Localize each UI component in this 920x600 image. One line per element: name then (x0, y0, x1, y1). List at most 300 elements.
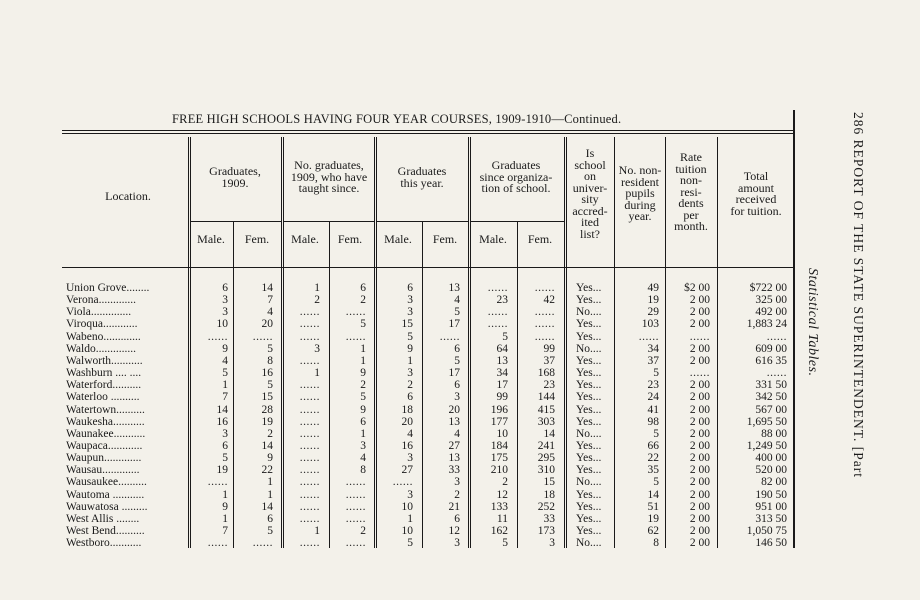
table-cell: 2 00 (689, 476, 710, 489)
column-rule (517, 222, 518, 548)
table-cell: 3 (407, 488, 413, 501)
table-cell: 5 (653, 476, 659, 489)
table-cell: ...... (487, 318, 508, 331)
table-cell: ...... (345, 476, 366, 489)
table-cell: 20 (261, 318, 273, 331)
header-rate-tuition: Rate tuition non- resi- dents per month. (674, 150, 708, 233)
table-cell: 1 (267, 488, 273, 501)
table-cell: 3 (454, 391, 460, 404)
table-cell: 2 00 (689, 512, 710, 525)
table-cell: 10 (496, 427, 508, 440)
page-title: FREE HIGH SCHOOLS HAVING FOUR YEAR COURSES, 1909-1910—Continued. (172, 112, 622, 126)
table-cell: ...... (689, 330, 710, 343)
table-top-rule (62, 130, 794, 131)
table-cell: 2 00 (689, 342, 710, 355)
table-cell: 190 50 (755, 488, 787, 501)
table-cell: 9 (360, 367, 366, 380)
table-cell: 5 (454, 354, 460, 367)
table-cell: 17 (448, 318, 460, 331)
table-cell: $2 00 (684, 282, 710, 294)
table-cell: 20 (401, 415, 413, 428)
table-cell: 2 (360, 379, 366, 392)
table-cell: 13 (448, 415, 460, 428)
table-cell: ...... (299, 330, 320, 343)
table-cell: 6 (454, 342, 460, 355)
table-cell: 5 (360, 391, 366, 404)
table-cell: 34 (496, 367, 508, 380)
table-cell: ...... (534, 330, 555, 343)
table-cell: 3 (407, 367, 413, 380)
table-cell: 303 (537, 415, 555, 428)
table-cell: 66 (647, 439, 659, 452)
header-location: Location. (105, 189, 151, 203)
table-cell: 13 (496, 354, 508, 367)
table-cell: 33 (543, 512, 555, 525)
table-cell: 9 (222, 500, 228, 513)
table-cell: 1 (360, 354, 366, 367)
table-cell: 9 (267, 452, 273, 465)
header-graduates-taught: No. graduates, 1909, who have taught since. (290, 158, 368, 195)
table-cell: 2 (360, 525, 366, 537)
table-cell: 19 (216, 464, 228, 477)
table-cell: 2 00 (689, 403, 710, 416)
table-cell: 325 00 (755, 294, 787, 307)
table-cell: 5 (502, 330, 508, 343)
table-cell: 22 (261, 464, 273, 477)
table-cell: 3 (407, 294, 413, 307)
row-location: West Bend.......... (66, 525, 145, 537)
table-cell: ...... (345, 488, 366, 501)
cell-accredited: No.... (576, 476, 602, 489)
table-cell: 609 00 (755, 342, 787, 355)
table-cell: 3 (454, 476, 460, 489)
table-cell: 5 (267, 525, 273, 537)
table-cell: 17 (496, 379, 508, 392)
table-cell: ...... (689, 367, 710, 380)
header-total-tuition: Total amount received for tuition. (730, 169, 782, 218)
table-cell: 2 00 (689, 452, 710, 465)
running-head: 286 REPORT OF THE STATE SUPERINTENDENT. [Part (851, 112, 866, 478)
table-cell: 567 00 (755, 403, 787, 416)
column-rule (717, 137, 718, 548)
table-cell: 168 (537, 367, 555, 380)
header-graduates-since-organization: Graduates since organiza- tion of school. (479, 158, 553, 195)
table-cell: ...... (534, 318, 555, 331)
table-cell: 400 00 (755, 452, 787, 465)
table-cell: 20 (448, 403, 460, 416)
table-cell: 1 (222, 379, 228, 392)
table-cell: 37 (543, 354, 555, 367)
table-cell: 15 (401, 318, 413, 331)
table-cell: ...... (299, 452, 320, 465)
table-cell: 2 00 (689, 488, 710, 501)
table-cell: 14 (261, 439, 273, 452)
table-cell: 10 (401, 525, 413, 537)
table-cell: 10 (401, 500, 413, 513)
table-cell: 8 (267, 354, 273, 367)
column-rule (470, 137, 471, 548)
table-cell: 16 (216, 415, 228, 428)
row-location: Wabeno............. (66, 330, 141, 343)
table-cell: 22 (647, 452, 659, 465)
table-cell: 27 (448, 439, 460, 452)
table-cell: 3 (222, 294, 228, 307)
table-cell: 5 (360, 318, 366, 331)
table-cell: 19 (261, 415, 273, 428)
table-cell: ...... (299, 476, 320, 489)
table-cell: 616 35 (755, 354, 787, 367)
row-location: Viroqua............ (66, 318, 138, 331)
row-location: Westboro........... (66, 537, 142, 550)
table-cell: 9 (360, 403, 366, 416)
table-cell: 6 (360, 282, 366, 294)
table-cell: 7 (222, 525, 228, 537)
table-cell: 2 00 (689, 537, 710, 550)
table-cell: 103 (641, 318, 659, 331)
table-cell: 3 (222, 427, 228, 440)
cell-accredited: Yes... (576, 512, 602, 525)
row-location: Waldo.............. (66, 342, 136, 355)
table-cell: 173 (537, 525, 555, 537)
table-cell: ...... (487, 306, 508, 319)
table-cell: 14 (216, 403, 228, 416)
row-location: Viola.............. (66, 306, 132, 319)
cell-accredited: Yes... (576, 294, 602, 307)
table-cell: 1,249 50 (746, 439, 787, 452)
table-cell: 2 00 (689, 415, 710, 428)
table-cell: 1 (407, 512, 413, 525)
row-location: West Allis ........ (66, 512, 140, 525)
subheader-fem: Fem. (244, 232, 270, 246)
table-cell: 295 (537, 452, 555, 465)
table-cell: ...... (299, 415, 320, 428)
table-cell: 37 (647, 354, 659, 367)
table-cell: $722 00 (749, 282, 787, 294)
table-cell: 2 00 (689, 318, 710, 331)
table-cell: 5 (407, 537, 413, 550)
table-cell: 210 (490, 464, 508, 477)
table-cell: 1 (314, 282, 320, 294)
cell-accredited: Yes... (576, 367, 602, 380)
table-cell: 2 00 (689, 427, 710, 440)
table-cell: ...... (299, 488, 320, 501)
column-rule (281, 137, 282, 548)
table-cell: 184 (490, 439, 508, 452)
column-rule (374, 137, 375, 548)
table-cell: 144 (537, 391, 555, 404)
cell-accredited: Yes... (576, 282, 602, 294)
table-cell: 5 (267, 342, 273, 355)
table-cell: 34 (647, 342, 659, 355)
cell-accredited: Yes... (576, 391, 602, 404)
column-rule (793, 110, 795, 548)
table-cell: 310 (537, 464, 555, 477)
cell-accredited: No.... (576, 342, 602, 355)
row-location: Waterford.......... (66, 379, 142, 392)
table-cell: 23 (496, 294, 508, 307)
table-cell: 13 (448, 282, 460, 294)
cell-accredited: Yes... (576, 379, 602, 392)
table-cell: ...... (345, 537, 366, 550)
table-cell: 331 50 (755, 379, 787, 392)
side-caption: Statistical Tables. (805, 268, 820, 377)
subheader-rule (471, 221, 564, 222)
table-cell: 196 (490, 403, 508, 416)
table-cell: 520 00 (755, 464, 787, 477)
table-cell: 5 (502, 537, 508, 550)
table-cell: 241 (537, 439, 555, 452)
cell-accredited: No.... (576, 306, 602, 319)
table-cell: 6 (407, 282, 413, 294)
table-cell: 252 (537, 500, 555, 513)
row-location: Union Grove........ (66, 282, 150, 294)
table-cell: 12 (496, 488, 508, 501)
table-cell: 133 (490, 500, 508, 513)
subheader-male: Male. (291, 232, 319, 246)
table-cell: 3 (407, 306, 413, 319)
table-cell: 27 (401, 464, 413, 477)
cell-accredited: Yes... (576, 525, 602, 537)
table-cell: 6 (360, 415, 366, 428)
table-cell: 1 (267, 476, 273, 489)
header-accredited: Is school on univer- sity accred- ited list? (572, 146, 608, 241)
cell-accredited: Yes... (576, 415, 602, 428)
table-cell: ...... (207, 330, 228, 343)
table-cell: 17 (448, 367, 460, 380)
table-cell: 9 (222, 342, 228, 355)
cell-accredited: Yes... (576, 318, 602, 331)
table-cell: 5 (222, 367, 228, 380)
row-location: Wauwatosa ......... (66, 500, 148, 513)
table-cell: 2 (407, 379, 413, 392)
table-cell: 342 50 (755, 391, 787, 404)
table-cell: 1,883 24 (746, 318, 787, 331)
header-graduates-this-year: Graduates this year. (397, 164, 447, 190)
table-cell: 5 (267, 379, 273, 392)
subheader-fem: Fem. (432, 232, 458, 246)
table-cell: ...... (299, 354, 320, 367)
table-cell: ...... (439, 330, 460, 343)
table-cell: 33 (448, 464, 460, 477)
table-cell: 88 00 (761, 427, 787, 440)
table-cell: 1 (222, 488, 228, 501)
table-cell: 2 00 (689, 525, 710, 537)
column-rule (422, 222, 423, 548)
subheader-rule (191, 221, 281, 222)
table-cell: 15 (543, 476, 555, 489)
cell-accredited: No.... (576, 537, 602, 550)
table-cell: 29 (647, 306, 659, 319)
column-rule (190, 137, 191, 548)
column-rule (665, 137, 666, 548)
table-cell: 99 (496, 391, 508, 404)
table-cell: ...... (299, 427, 320, 440)
table-cell: 19 (647, 512, 659, 525)
table-cell: 42 (543, 294, 555, 307)
column-rule (376, 137, 377, 548)
row-location: Verona............. (66, 294, 136, 307)
column-rule (564, 137, 565, 548)
table-cell: 18 (401, 403, 413, 416)
table-cell: 14 (261, 282, 273, 294)
table-cell: 12 (448, 525, 460, 537)
table-cell: 5 (407, 330, 413, 343)
table-cell: 21 (448, 500, 460, 513)
table-cell: ...... (299, 500, 320, 513)
table-cell: 3 (360, 439, 366, 452)
table-cell: ...... (299, 306, 320, 319)
table-cell: 2 (454, 488, 460, 501)
table-cell: 8 (360, 464, 366, 477)
table-cell: 5 (653, 367, 659, 380)
table-cell: 4 (360, 452, 366, 465)
cell-accredited: No.... (576, 427, 602, 440)
table-cell: 4 (267, 306, 273, 319)
table-cell: 6 (222, 282, 228, 294)
table-cell: 4 (454, 427, 460, 440)
row-location: Walworth........... (66, 354, 143, 367)
table-cell: 5 (653, 427, 659, 440)
column-rule (188, 137, 189, 548)
column-rule (283, 137, 284, 548)
table-cell: 177 (490, 415, 508, 428)
table-cell: 98 (647, 415, 659, 428)
table-cell: 6 (267, 512, 273, 525)
table-cell: 7 (222, 391, 228, 404)
table-cell: 4 (454, 294, 460, 307)
cell-accredited: Yes... (576, 500, 602, 513)
cell-accredited: Yes... (576, 354, 602, 367)
table-cell: 16 (261, 367, 273, 380)
table-cell: 1,050 75 (746, 525, 787, 537)
table-cell: 11 (496, 512, 508, 525)
header-graduates-1909: Graduates, 1909. (209, 164, 261, 190)
table-cell: ...... (207, 476, 228, 489)
table-cell: 2 (360, 294, 366, 307)
table-cell: 18 (543, 488, 555, 501)
table-cell: 2 00 (689, 354, 710, 367)
table-cell: 23 (543, 379, 555, 392)
table-cell: 4 (407, 427, 413, 440)
table-cell: 2 00 (689, 500, 710, 513)
row-location: Waterloo .......... (66, 391, 140, 404)
table-cell: 49 (647, 282, 659, 294)
table-cell: ...... (299, 318, 320, 331)
table-cell: 2 (314, 294, 320, 307)
table-cell: 2 (267, 427, 273, 440)
table-cell: ...... (299, 379, 320, 392)
row-location: Wausaukee.......... (66, 476, 147, 489)
column-rule (566, 137, 567, 548)
table-cell: ...... (638, 330, 659, 343)
table-cell: 146 50 (755, 537, 787, 550)
table-cell: ...... (345, 306, 366, 319)
row-location: Wausau............. (66, 464, 140, 477)
table-cell: 6 (454, 512, 460, 525)
table-cell: 41 (647, 403, 659, 416)
table-cell: 14 (543, 427, 555, 440)
table-cell: 1 (407, 354, 413, 367)
table-cell: 64 (496, 342, 508, 355)
row-location: Wautoma ........... (66, 488, 145, 501)
table-cell: 1 (360, 342, 366, 355)
table-cell: 3 (407, 452, 413, 465)
table-cell: ...... (299, 537, 320, 550)
subheader-male: Male. (479, 232, 507, 246)
table-cell: 6 (407, 391, 413, 404)
table-cell: 4 (222, 354, 228, 367)
column-rule (329, 222, 330, 548)
table-cell: 62 (647, 525, 659, 537)
table-cell: 175 (490, 452, 508, 465)
table-cell: 14 (647, 488, 659, 501)
subheader-fem: Fem. (527, 232, 553, 246)
cell-accredited: Yes... (576, 330, 602, 343)
table-cell: 1 (314, 525, 320, 537)
table-cell: 492 00 (755, 306, 787, 319)
table-cell: ...... (299, 403, 320, 416)
table-cell: 2 00 (689, 439, 710, 452)
row-location: Watertown.......... (66, 403, 145, 416)
table-cell: 5 (222, 452, 228, 465)
table-cell: ...... (766, 367, 787, 380)
cell-accredited: Yes... (576, 488, 602, 501)
table-cell: 2 00 (689, 391, 710, 404)
table-cell: 3 (549, 537, 555, 550)
table-cell: ...... (345, 500, 366, 513)
table-cell: 99 (543, 342, 555, 355)
table-cell: ...... (766, 330, 787, 343)
table-cell: 1 (360, 427, 366, 440)
table-cell: 19 (647, 294, 659, 307)
table-cell: 14 (261, 500, 273, 513)
table-cell: 10 (216, 318, 228, 331)
cell-accredited: Yes... (576, 439, 602, 452)
table-cell: ...... (207, 537, 228, 550)
table-cell: 1 (314, 367, 320, 380)
table-cell: 1,695 50 (746, 415, 787, 428)
table-cell: 5 (454, 306, 460, 319)
cell-accredited: Yes... (576, 403, 602, 416)
table-cell: ...... (299, 439, 320, 452)
table-cell: 2 00 (689, 306, 710, 319)
row-location: Washburn .... .... (66, 367, 142, 380)
column-rule (614, 137, 615, 548)
table-cell: ...... (345, 330, 366, 343)
table-cell: 2 00 (689, 464, 710, 477)
table-cell: 9 (407, 342, 413, 355)
subheader-fem: Fem. (337, 232, 363, 246)
table-cell: ...... (252, 537, 273, 550)
table-cell: 6 (454, 379, 460, 392)
table-cell: ...... (299, 391, 320, 404)
table-cell: ...... (299, 464, 320, 477)
table-cell: 7 (267, 294, 273, 307)
table-cell: 15 (261, 391, 273, 404)
row-location: Waunakee........... (66, 427, 146, 440)
table-cell: ...... (487, 282, 508, 294)
table-cell: ...... (534, 306, 555, 319)
subheader-rule (284, 221, 374, 222)
table-cell: 951 00 (755, 500, 787, 513)
subheader-rule (377, 221, 468, 222)
table-cell: 3 (222, 306, 228, 319)
table-cell: 23 (647, 379, 659, 392)
header-bottom-rule (62, 267, 794, 268)
table-cell: ...... (534, 282, 555, 294)
column-rule (233, 222, 234, 548)
table-cell: 415 (537, 403, 555, 416)
